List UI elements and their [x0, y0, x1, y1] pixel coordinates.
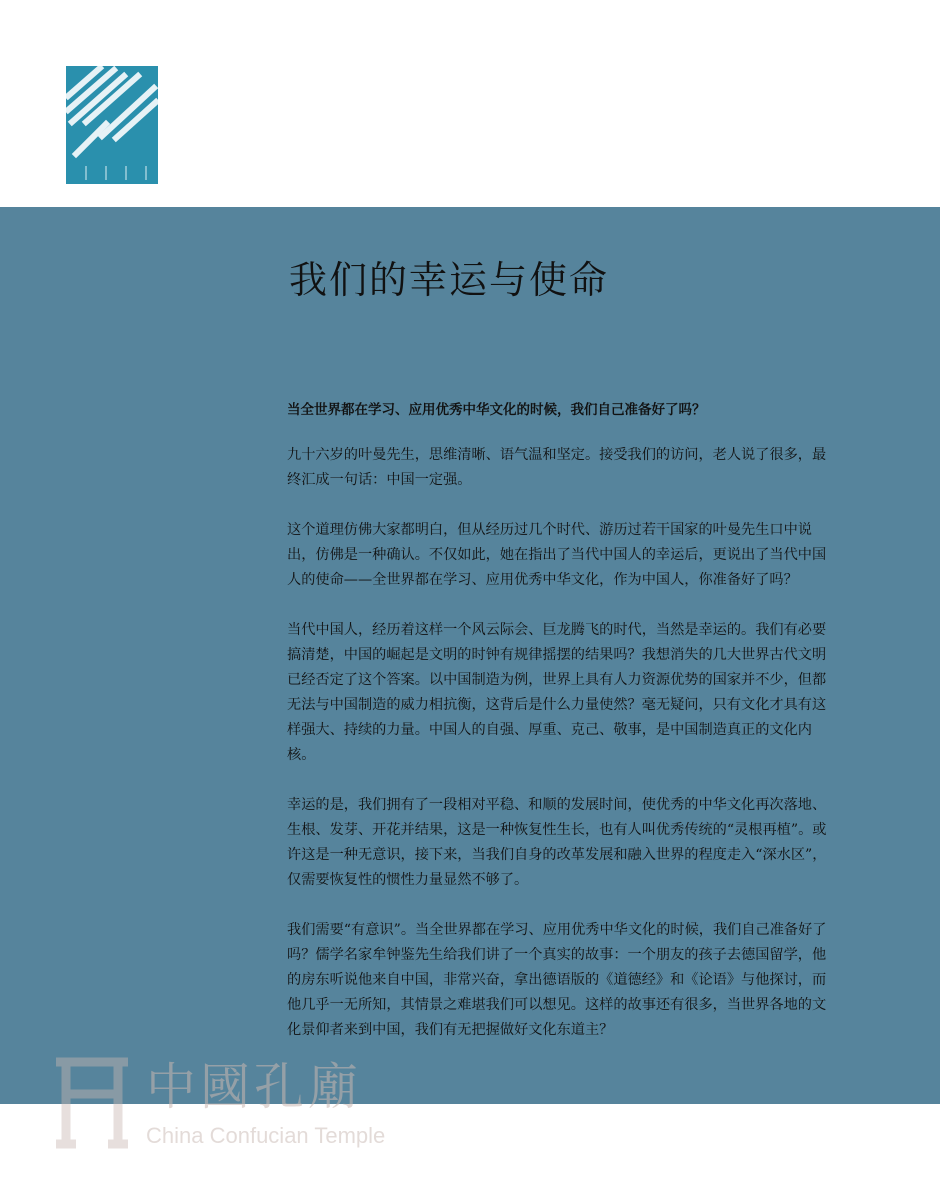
paragraph: 当代中国人，经历着这样一个风云际会、巨龙腾飞的时代，当然是幸运的。我们有必要搞清楚，中国的崛起是文明的时钟有规律摇摆的结果吗？我想消失的几大世界古代文明已经否定了这个答案。以中国制造为例，世界上具有人力资源优势的国家并不少，但都无法与中国制造的威力相抗衡，这背后是什么力量使然？毫无疑问，只有文化才具有这样强大、持续的力量。中国人的自强、厚重、克己、敬事，是中国制造真正的文化内核。 [287, 622, 827, 763]
article-lead: 当全世界都在学习、应用优秀中华文化的时候，我们自己准备好了吗？ [287, 402, 706, 418]
paragraph: 九十六岁的叶曼先生，思维清晰、语气温和坚定。接受我们的访问，老人说了很多，最终汇成一句话：中国一定强。 [287, 447, 827, 488]
paragraph: 我们需要“有意识”。当全世界都在学习、应用优秀中华文化的时候，我们自己准备好了吗？儒学名家牟钟鉴先生给我们讲了一个真实的故事：一个朋友的孩子去德国留学，他的房东听说他来自中国，非常兴奋，拿出德语版的《道德经》和《论语》与他探讨，而他几乎一无所知，其情景之难堪我们可以想见。这样的故事还有很多，当世界各地的文化景仰者来到中国，我们有无把握做好文化东道主？ [287, 922, 827, 1038]
paragraph: 这个道理仿佛大家都明白，但从经历过几个时代、游历过若干国家的叶曼先生口中说出，仿佛是一种确认。不仅如此，她在指出了当代中国人的幸运后，更说出了当代中国人的使命——全世界都在学习、应用优秀中华文化，作为中国人，你准备好了吗？ [287, 522, 827, 588]
paragraph: 幸运的是，我们拥有了一段相对平稳、和顺的发展时间，使优秀的中华文化再次落地、生根、发芽、开花并结果，这是一种恢复性生长，也有人叫优秀传统的“灵根再植”。或许这是一种无意识，接下来，当我们自身的改革发展和融入世界的程度走入“深水区”，仅需要恢复性的惯性力量显然不够了。 [287, 797, 827, 888]
watermark-english: China Confucian Temple [146, 1123, 386, 1148]
magazine-logo-icon [66, 66, 158, 184]
article-title: 我们的幸运与使命 [289, 258, 610, 302]
temple-gate-icon [52, 1052, 132, 1152]
article-body [287, 398, 835, 1048]
watermark-chinese: 中國孔廟 [146, 1058, 362, 1116]
watermark [52, 1052, 392, 1152]
